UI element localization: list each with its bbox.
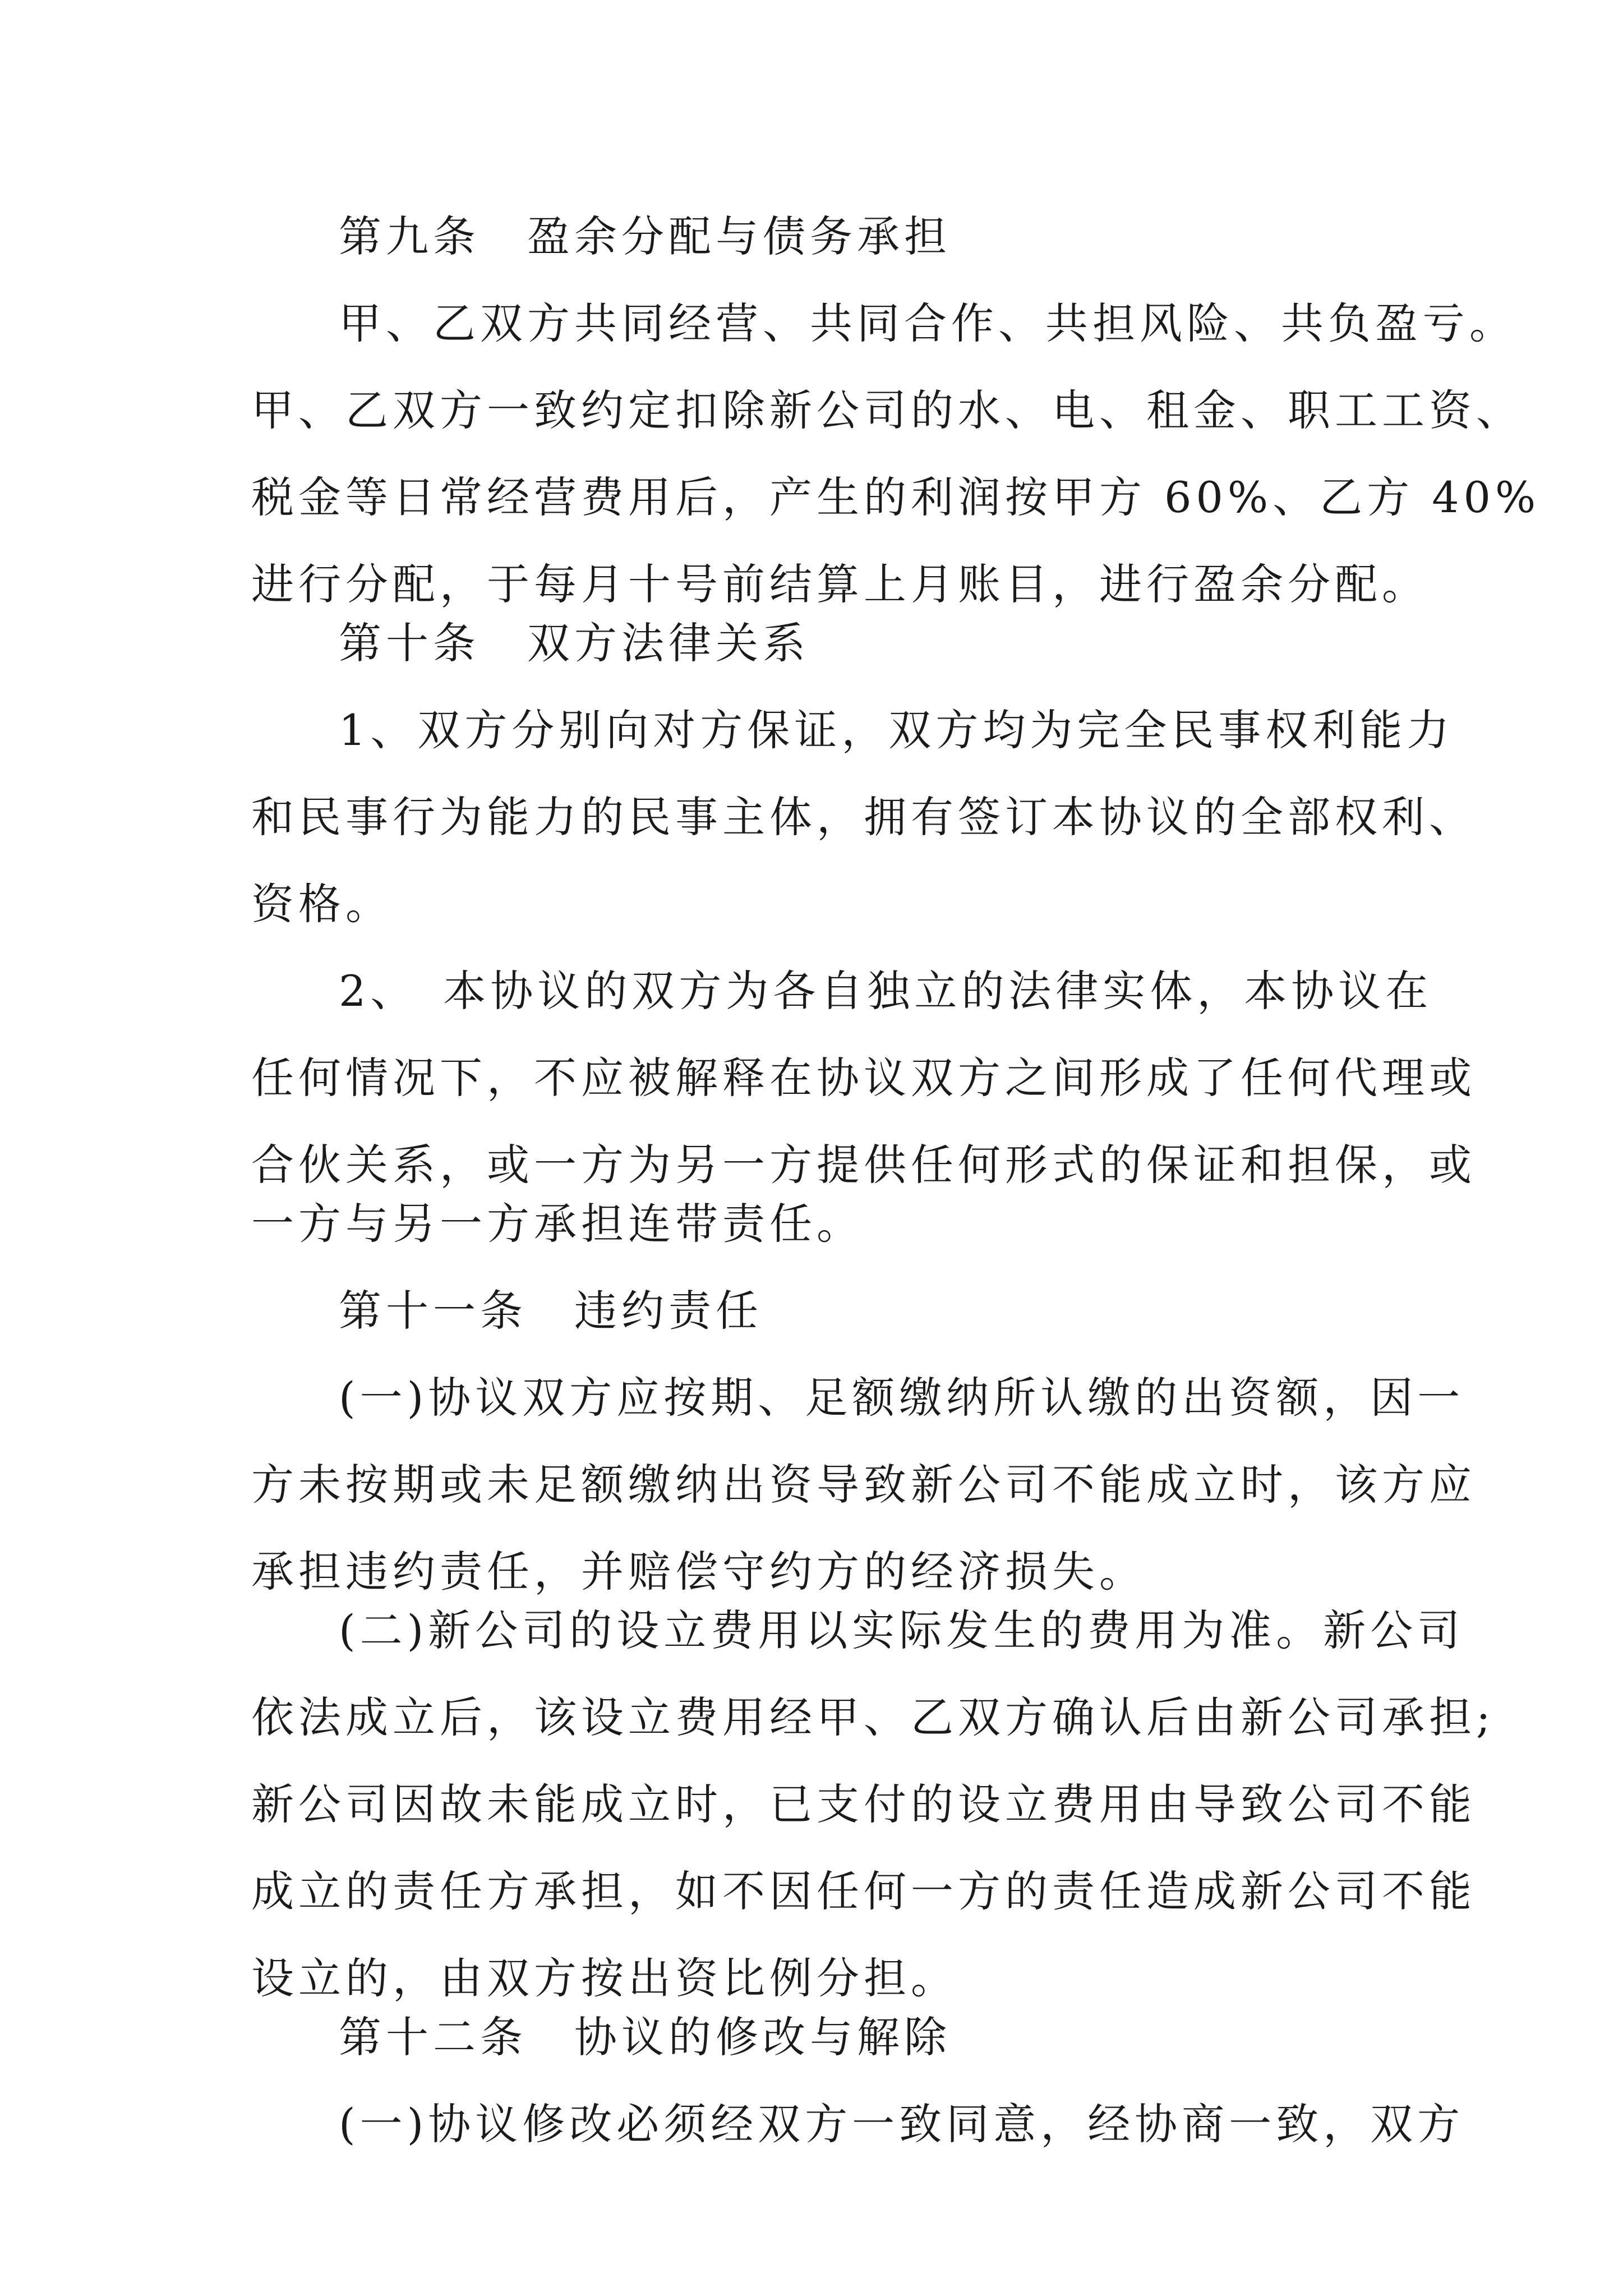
article-11-item2-line-4: 成立的责任方承担，如不因任何一方的责任造成新公司不能 [251, 1866, 1476, 1916]
article-11-item2-line-3: 新公司因故未能成立时，已支付的设立费用由导致公司不能 [251, 1779, 1476, 1829]
article-11-item2-line-5: 设立的，由双方按出资比例分担。 [251, 1953, 958, 2003]
article-10-item1-line-3: 资格。 [251, 879, 393, 929]
article-10-item2-line-1: 2、 本协议的双方为各自独立的法律实体，本协议在 [339, 966, 1433, 1016]
article-9-para-line-2: 甲、乙双方一致约定扣除新公司的水、电、租金、职工工资、 [251, 385, 1523, 435]
article-10-item2-line-3: 合伙关系，或一方为另一方提供任何形式的保证和担保，或 [251, 1140, 1476, 1190]
article-11-item2-line-1: (二)新公司的设立费用以实际发生的费用为准。新公司 [339, 1605, 1465, 1655]
article-10-item1-line-1: 1、双方分别向对方保证，双方均为完全民事权利能力 [339, 705, 1454, 755]
article-9-para-line-3: 税金等日常经营费用后，产生的利润按甲方 60%、乙方 40% [251, 472, 1541, 522]
article-9-para-line-1: 甲、乙双方共同经营、共同合作、共担风险、共负盈亏。 [339, 298, 1516, 348]
article-11-item1-line-2: 方未按期或未足额缴纳出资导致新公司不能成立时，该方应 [251, 1460, 1476, 1510]
article-10-item1-line-2: 和民事行为能力的民事主体，拥有签订本协议的全部权利、 [251, 792, 1476, 842]
article-12-heading: 第十二条 协议的修改与解除 [339, 2012, 951, 2062]
article-10-item2-line-2: 任何情况下，不应被解释在协议双方之间形成了任何代理或 [251, 1053, 1476, 1103]
article-11-item2-line-2: 依法成立后，该设立费用经甲、乙双方确认后由新公司承担; [251, 1692, 1495, 1742]
article-10-item2-line-4: 一方与另一方承担连带责任。 [251, 1199, 864, 1249]
article-11-heading: 第十一条 违约责任 [339, 1286, 763, 1336]
article-12-item1-line-1: (一)协议修改必须经双方一致同意，经协商一致，双方 [339, 2099, 1465, 2149]
article-9-para-line-4: 进行分配，于每月十号前结算上月账目，进行盈余分配。 [251, 559, 1429, 609]
article-11-item1-line-3: 承担违约责任，并赔偿守约方的经济损失。 [251, 1547, 1146, 1596]
article-11-item1-line-1: (一)协议双方应按期、足额缴纳所认缴的出资额，因一 [339, 1373, 1465, 1423]
article-9-heading: 第九条 盈余分配与债务承担 [339, 211, 951, 261]
article-10-heading: 第十条 双方法律关系 [339, 618, 810, 668]
